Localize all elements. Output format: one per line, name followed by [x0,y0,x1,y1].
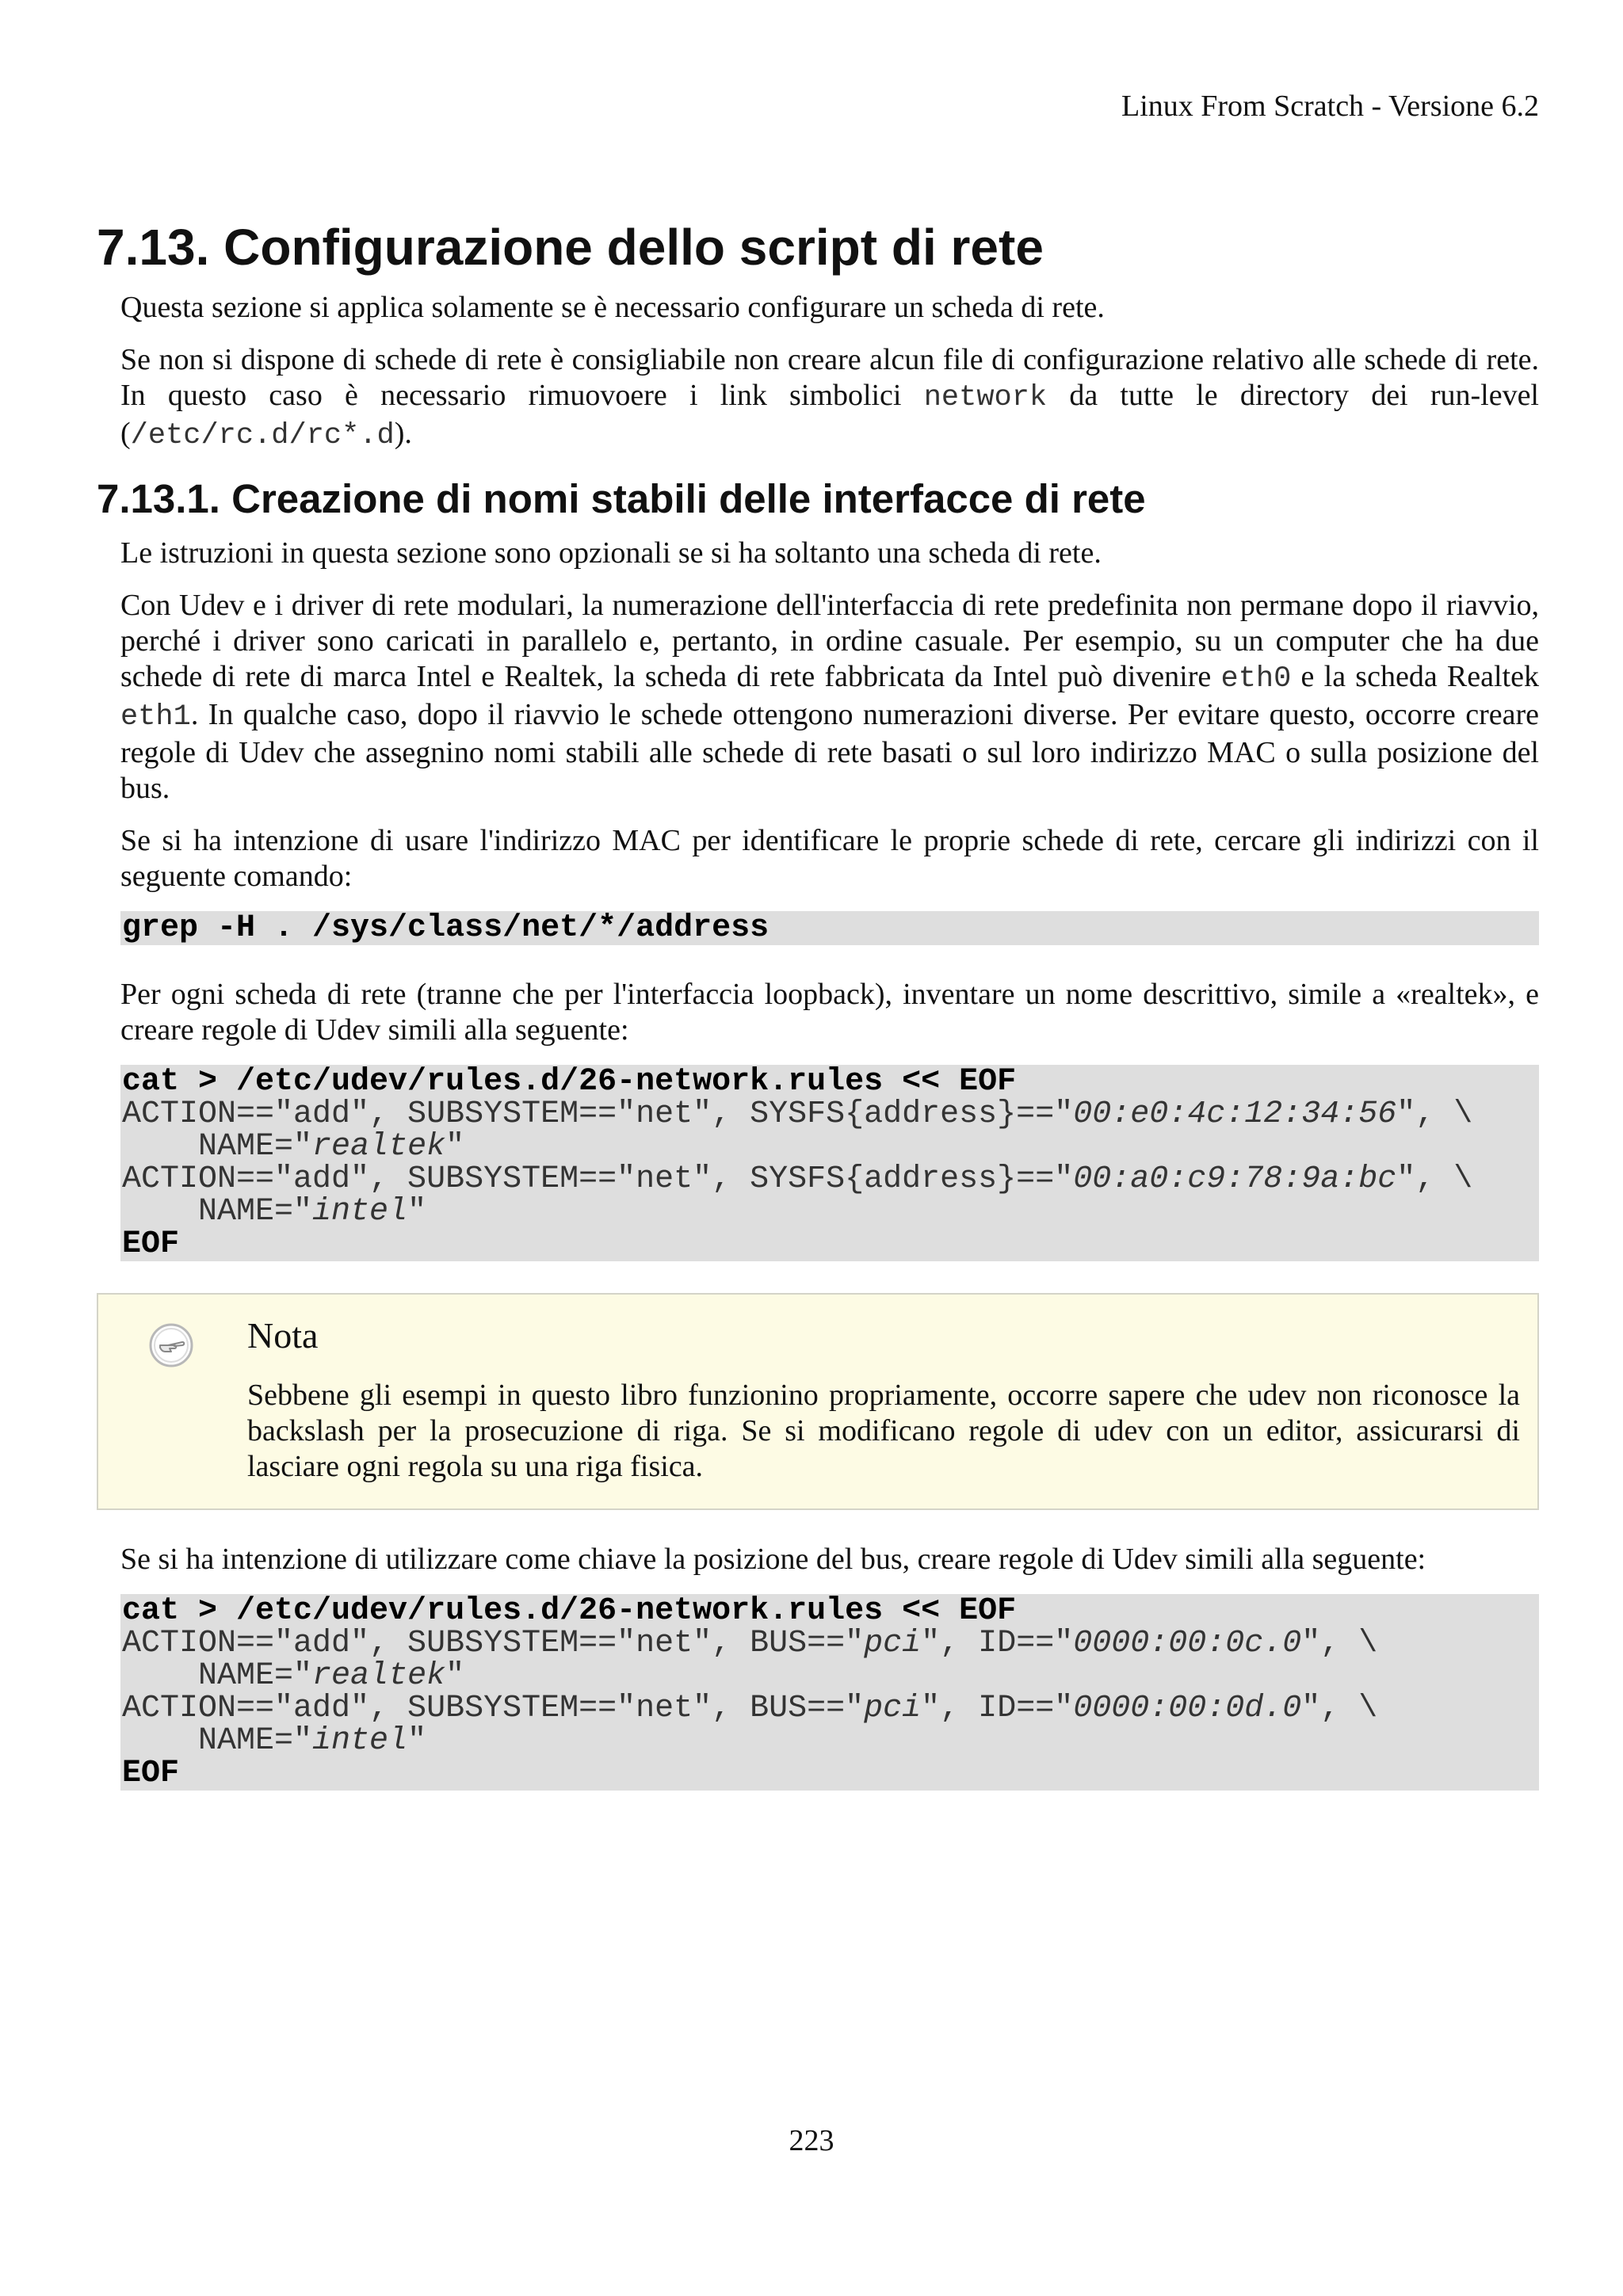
code-run: NAME=" [122,1128,313,1165]
sub-paragraph-3: Se si ha intenzione di usare l'indirizzo MAC per identificare le proprie schede di rete, cercare gli indirizzi con il seguente comando: [120,823,1539,893]
inline-code-network: network [923,380,1048,414]
sub-paragraph-2 [120,588,1539,807]
section-body [97,290,1539,454]
command-line: cat > /etc/udev/rules.d/26-network.rules << EOF [122,1063,1017,1100]
code-run: NAME=" [122,1722,313,1759]
text-run: Se non si dispone di schede di rete è consigliabile non creare alcun file di configurazione relativo alle schede di rete. In questo caso è necessario rimuovoere i link simbolici [120,342,1539,412]
intro-paragraph-1: Questa sezione si applica solamente se è necessario configurare un scheda di rete. [120,290,1105,324]
code-run: ", \ [1396,1096,1473,1132]
pointing-hand-icon [147,1322,195,1369]
intro-paragraph-2 [120,342,1539,454]
mac-address-value: 00:a0:c9:78:9a:bc [1073,1161,1397,1197]
code-run: " [407,1193,427,1230]
page-content [97,219,1539,1822]
text-run: da tutte le directory dei run-level ( [120,378,1539,450]
code-run: ACTION=="add", SUBSYSTEM=="net", SYSFS{address}==" [122,1096,1074,1132]
command-line: EOF [122,1755,180,1791]
code-run: ACTION=="add", SUBSYSTEM=="net", BUS==" [122,1625,865,1661]
text-run: Con Udev e i driver di rete modulari, la numerazione dell'interfaccia di rete predefinita non permane dopo il riavvio, perché i driver sono caricati in parallelo e, pertanto, in ordine casuale. Per esempio, su un computer che ha due schede di rete di marca Intel e Realtek, la scheda di rete fabbricata da Intel può divenire [120,588,1539,693]
code-run: ACTION=="add", SUBSYSTEM=="net", SYSFS{address}==" [122,1161,1074,1197]
subsection-title: 7.13.1. Creazione di nomi stabili delle interfacce di rete [97,475,1146,521]
text-run: e la scheda Realtek [1291,659,1539,693]
sub-paragraph-5: Se si ha intenzione di utilizzare come chiave la posizione del bus, creare regole di Udev simili alla seguente: [120,1542,1426,1576]
inline-code-rc-path: /etc/rc.d/rc*.d [130,418,395,452]
inline-code-eth1: eth1 [120,700,191,734]
command-line: EOF [122,1226,180,1262]
note-box [97,1293,1539,1510]
interface-name-value: realtek [312,1657,446,1694]
bus-id-value: 0000:00:0c.0 [1073,1625,1302,1661]
code-run: ", ID==" [921,1625,1074,1661]
code-run: " [445,1657,465,1694]
code-run: NAME=" [122,1193,313,1230]
text-run: . In qualche caso, dopo il riavvio le schede ottengono numerazioni diverse. Per evitare questo, occorre creare regole di Udev che assegnino nomi stabili alle schede di rete basati o sul loro indirizzo MAC o sulla posizione del bus. [120,697,1539,805]
subsection-body [97,536,1539,1261]
section-title: 7.13. Configurazione dello script di rete [97,219,1044,276]
running-header: Linux From Scratch - Versione 6.2 [1121,90,1539,123]
sub-paragraph-4: Per ogni scheda di rete (tranne che per l'interfaccia loopback), inventare un nome descrittivo, simile a «realtek», e creare regole di Udev simili alla seguente: [120,977,1539,1047]
page-number: 223 [789,2124,834,2157]
code-run: ", ID==" [921,1690,1074,1726]
code-run: ", \ [1301,1625,1378,1661]
command-line: cat > /etc/udev/rules.d/26-network.rules << EOF [122,1592,1017,1629]
code-run: " [407,1722,427,1759]
bus-value: pci [864,1625,922,1661]
inline-code-eth0: eth0 [1220,662,1292,696]
code-run: ", \ [1301,1690,1378,1726]
interface-name-value: realtek [312,1128,446,1165]
command-block-bus-rules[interactable] [120,1594,1539,1791]
code-run: ACTION=="add", SUBSYSTEM=="net", BUS==" [122,1690,865,1726]
command-text: grep -H . /sys/class/net/*/address [122,910,769,946]
text-run: ). [394,416,412,450]
interface-name-value: intel [312,1193,408,1230]
code-run: " [445,1128,465,1165]
note-text: Sebbene gli esempi in questo libro funzionino propriamente, occorre sapere che udev non riconosce la backslash per la prosecuzione di riga. Se si modificano regole di udev con un editor, assicurarsi di lasciare ogni regola su una riga fisica. [247,1378,1520,1483]
interface-name-value: intel [312,1722,408,1759]
subsection-body-continued [97,1542,1539,1791]
mac-address-value: 00:e0:4c:12:34:56 [1073,1096,1397,1132]
code-run: ", \ [1396,1161,1473,1197]
command-block-grep[interactable] [120,911,1539,945]
note-title: Nota [247,1314,319,1356]
bus-value: pci [864,1690,922,1726]
bus-id-value: 0000:00:0d.0 [1073,1690,1302,1726]
code-run: NAME=" [122,1657,313,1694]
command-block-mac-rules[interactable] [120,1065,1539,1261]
sub-paragraph-1: Le istruzioni in questa sezione sono opzionali se si ha soltanto una scheda di rete. [120,536,1102,570]
